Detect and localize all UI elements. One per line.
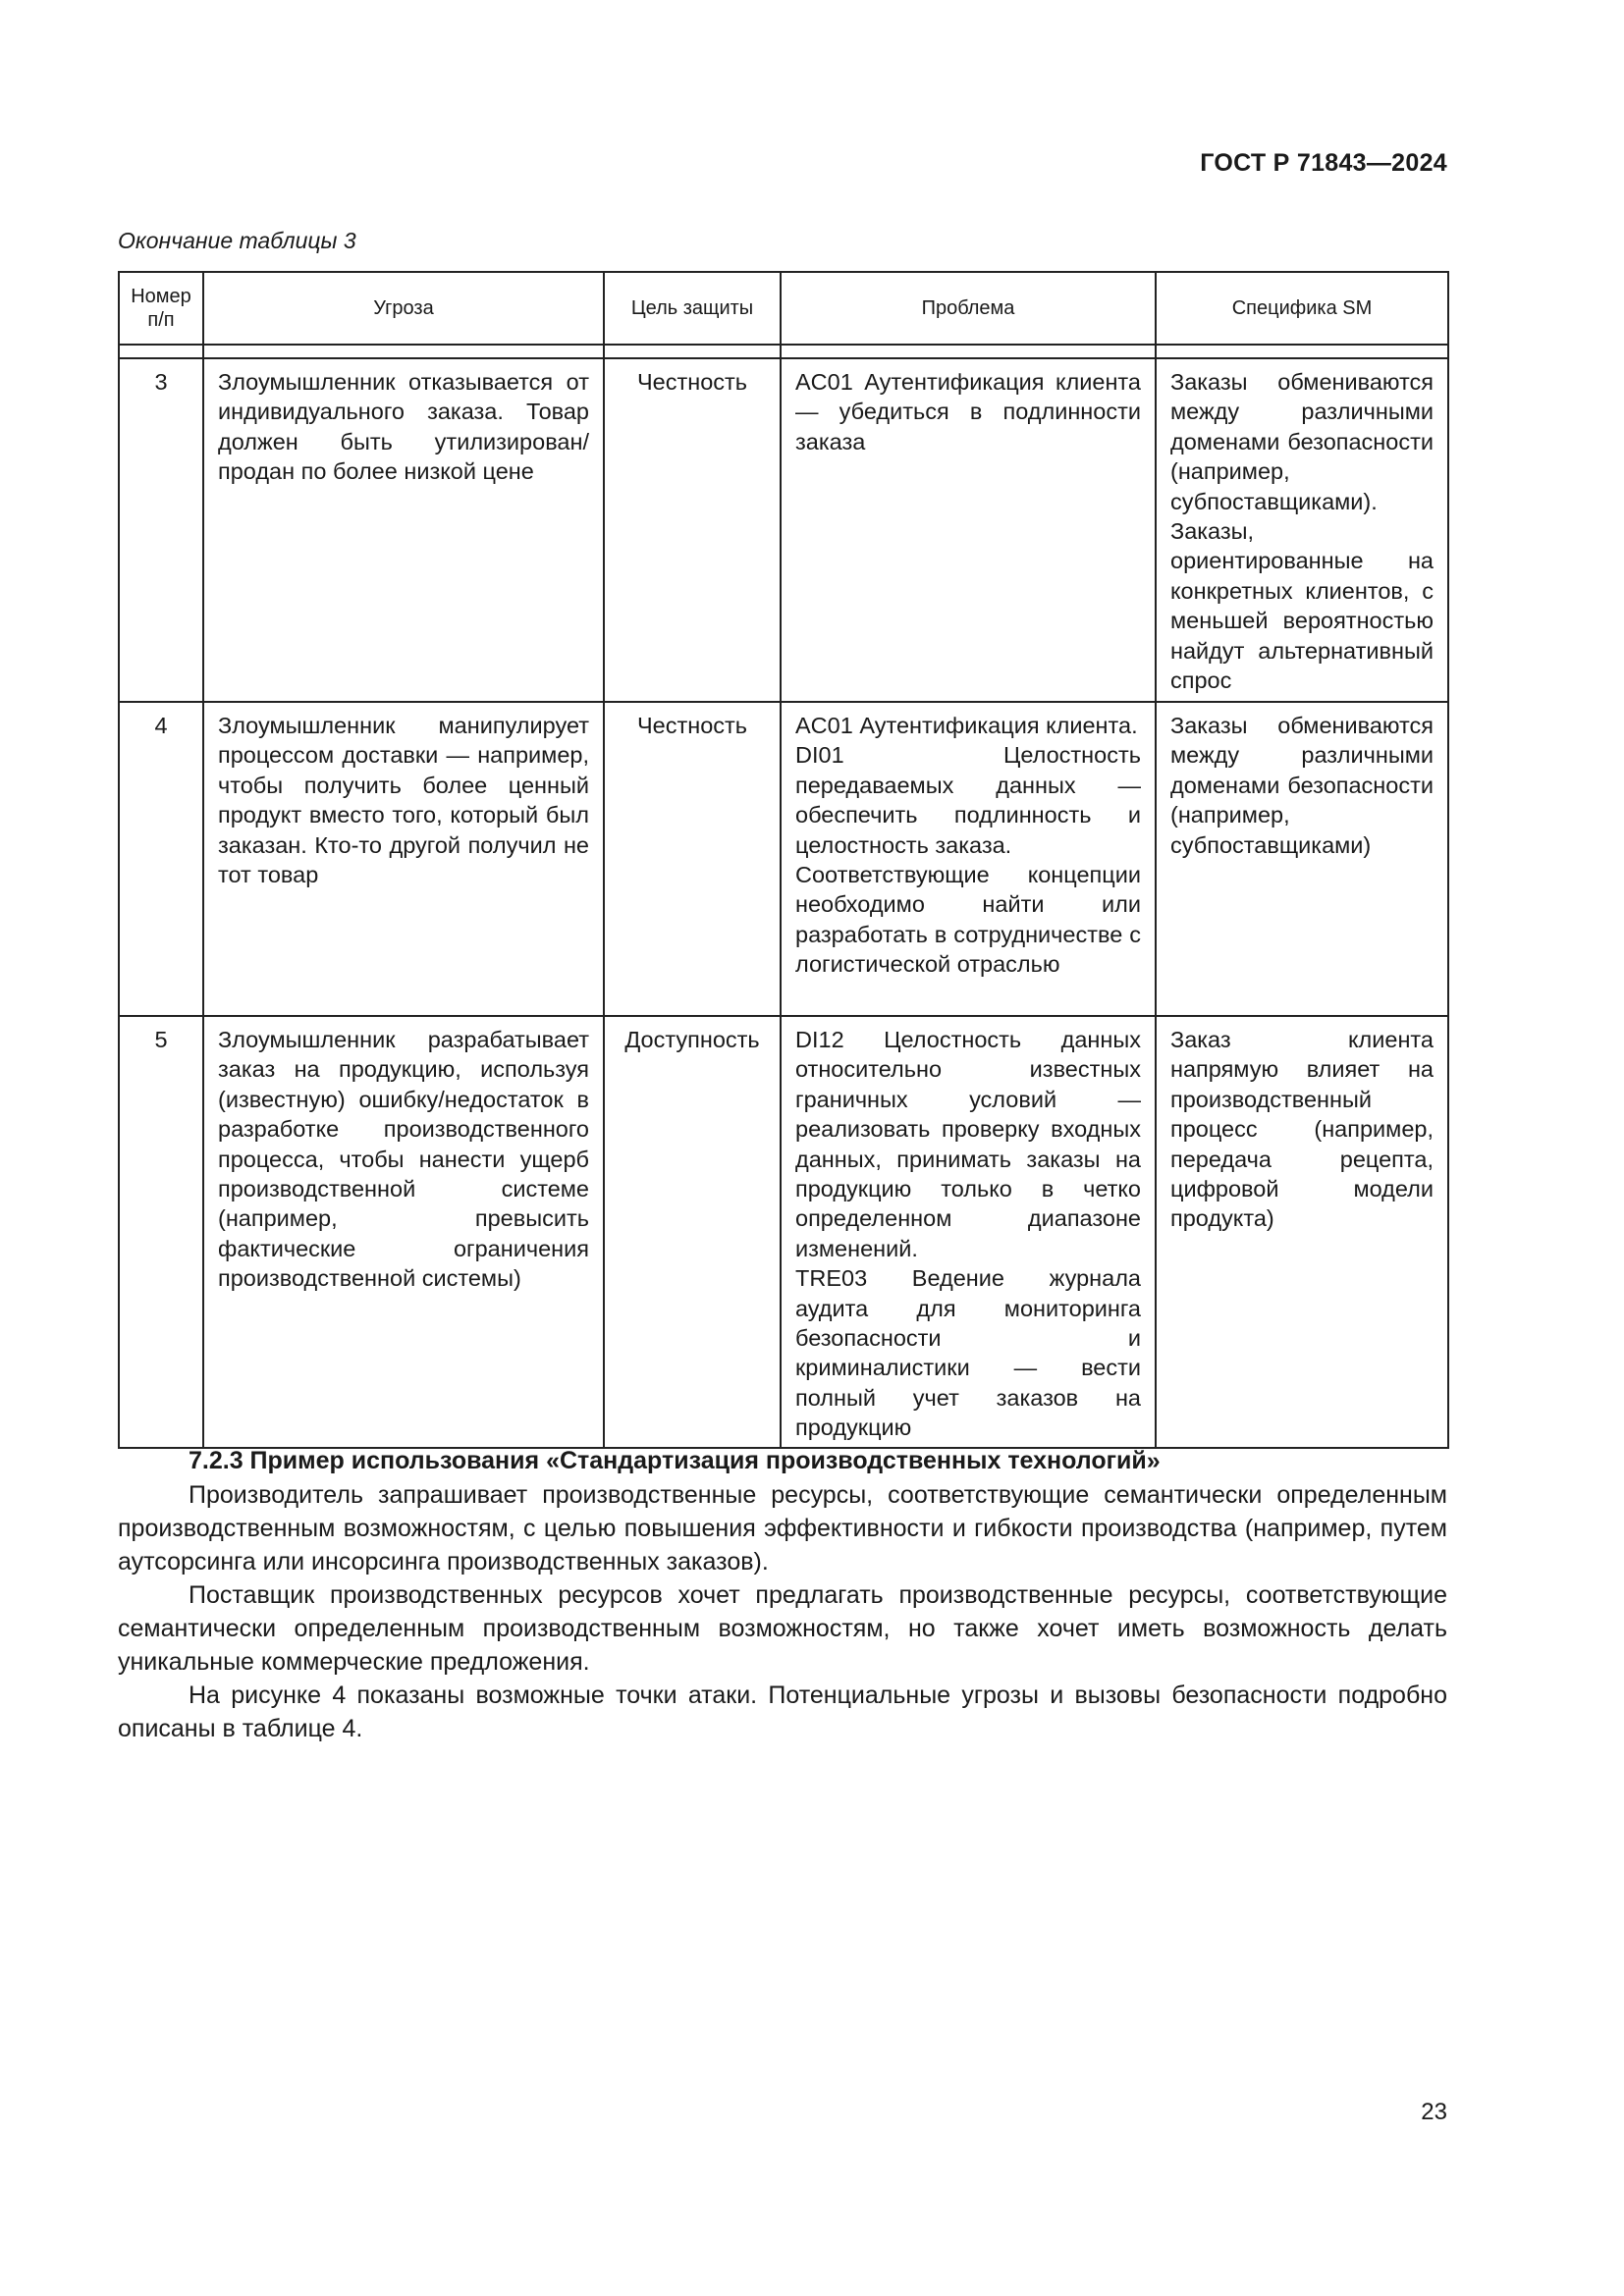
sm-line: Заказы обмениваются между различными доменами безопасности (например, субпоставщиками). [1170, 369, 1434, 514]
problem-line: TRE03 Ведение журнала аудита для мониторинга безопасности и криминалистики — вести полный учет заказов на продукцию [795, 1265, 1141, 1441]
table-gap-row [119, 345, 1448, 358]
row-sm [1156, 702, 1448, 1016]
section-paragraph: Поставщик производственных ресурсов хочет предлагать производственные ресурсы, соответствующие семантически определенным производственным возможностям, но также хочет иметь возможность делать уникальные коммерческие предложения. [118, 1581, 1447, 1676]
problem-line: DI01 Целостность передаваемых данных — обеспечить подлинность и целостность заказа. [795, 742, 1141, 858]
sm-line: Заказ клиента напрямую влияет на производственный процесс (например, передача рецепта, цифровой модели продукта) [1170, 1027, 1434, 1232]
sm-line: Заказы обмениваются между различными доменами безопасности (например, субпоставщиками) [1170, 713, 1434, 858]
row-goal: Честность [604, 702, 781, 1016]
problem-line: AC01 Аутентификация клиента. [795, 713, 1138, 738]
row-threat: Злоумышленник отказывается от индивидуального заказа. Товар должен быть утилизирован/продан по более низкой цене [203, 358, 604, 702]
row-threat: Злоумышленник разрабатывает заказ на продукцию, используя (известную) ошибку/недостаток в разработке производственного процесса, чтобы нанести ущерб производственной системе (например, превысить фактические ограничения производственной системы) [203, 1016, 604, 1448]
row-sm [1156, 358, 1448, 702]
header-threat: Угроза [203, 272, 604, 345]
row-sm [1156, 1016, 1448, 1448]
threats-table [118, 271, 1449, 1449]
table-row [119, 1016, 1448, 1448]
section-paragraph: На рисунке 4 показаны возможные точки атаки. Потенциальные угрозы и вызовы безопасности подробно описаны в таблице 4. [118, 1682, 1447, 1742]
header-problem: Проблема [781, 272, 1156, 345]
section-title: 7.2.3 Пример использования «Стандартизация производственных технологий» [189, 1447, 1161, 1474]
problem-line: Соответствующие концепции необходимо найти или разработать в сотрудничестве с логистической отраслью [795, 862, 1141, 978]
row-problem [781, 702, 1156, 1016]
header-num: Номер п/п [119, 272, 203, 345]
document-standard-number: ГОСТ Р 71843—2024 [1200, 149, 1447, 177]
table-caption: Окончание таблицы 3 [118, 228, 356, 253]
section-7-2-3 [118, 1443, 1447, 1745]
row-num: 5 [119, 1016, 203, 1448]
section-paragraph: Производитель запрашивает производственные ресурсы, соответствующие семантически определенным производственным возможностям, с целью повышения эффективности и гибкости производства (например, путем аутсорсинга или инсорсинга производственных заказов). [118, 1481, 1447, 1575]
page-number: 23 [1421, 2099, 1447, 2125]
row-problem [781, 1016, 1156, 1448]
row-num: 3 [119, 358, 203, 702]
table-header-row [119, 272, 1448, 345]
row-goal: Доступность [604, 1016, 781, 1448]
problem-line: DI12 Целостность данных относительно известных граничных условий — реализовать проверку входных данных, принимать заказы на продукцию только в четко определенном диапазоне изменений. [795, 1027, 1141, 1261]
table-row [119, 358, 1448, 702]
header-goal: Цель защиты [604, 272, 781, 345]
table-row [119, 702, 1448, 1016]
row-threat: Злоумышленник манипулирует процессом доставки — например, чтобы получить более ценный продукт вместо того, который был заказан. Кто-то другой получил не тот товар [203, 702, 604, 1016]
problem-line: AC01 Аутентификация клиента — убедиться в подлинности заказа [795, 369, 1141, 454]
sm-line: Заказы, ориентированные на конкретных клиентов, с меньшей вероятностью найдут альтернативный спрос [1170, 518, 1434, 694]
row-goal: Честность [604, 358, 781, 702]
row-problem [781, 358, 1156, 702]
header-sm: Специфика SM [1156, 272, 1448, 345]
row-num: 4 [119, 702, 203, 1016]
